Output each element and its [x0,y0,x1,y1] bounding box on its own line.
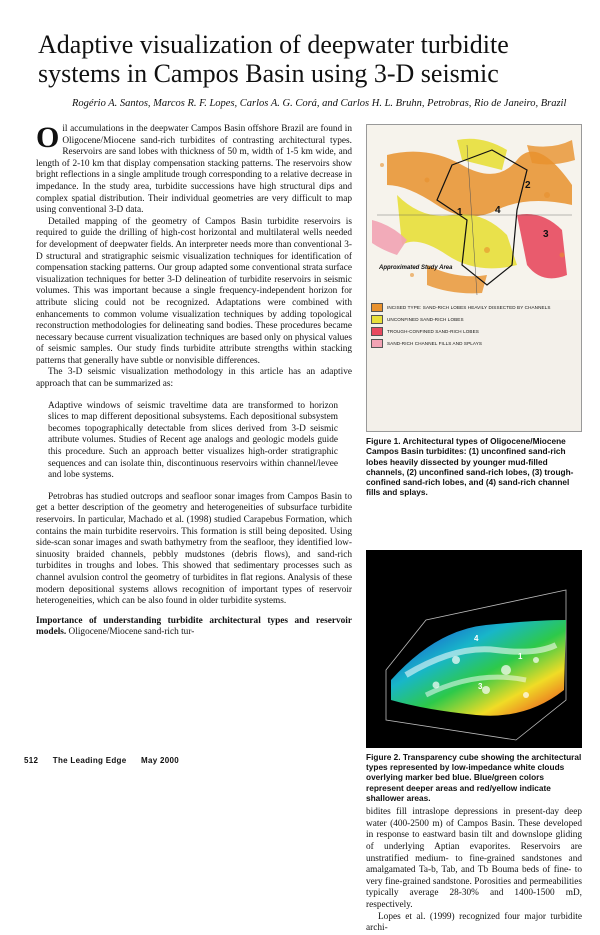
drop-cap: O [36,121,60,154]
page-footer [24,756,191,765]
legend-swatch-2 [371,315,383,324]
legend-label-4: SAND-RICH CHANNEL FILLS AND SPLAYS [387,340,483,346]
page-number: 512 [24,756,39,765]
section-paragraph-text: Oligocene/Miocene sand-rich tur- [66,627,195,638]
figure-1-caption: Figure 1. Architectural types of Oligocene/Miocene Campos Basin turbidites: (1) unconfined sand-rich lobes heavily dissected by younger mud-filled channels, (2) unconfined sand-rich lobes, (3) trough-confined sand-rich lobes, and (4) sand-rich channel fills and splays. [366,436,574,498]
legend-label-1: INCISED TYPE: SAND-RICH LOBES HEAVILY DISSECTED BY CHANNELS [387,304,551,310]
map-tag-2-top: 2 [525,180,531,191]
author-line: Rogério A. Santos, Marcos R. F. Lopes, Carlos A. G. Corá, and Carlos H. L. Bruhn, Petrobras, Rio de Janeiro, Brazil [72,98,567,109]
figure-2-caption: Figure 2. Transparency cube showing the architectural types represented by low-impedance white clouds overlying marker bed blue. Blue/green colors represent deeper areas and red/yellow indicate shallower areas. [366,751,582,803]
cube-tag-1: 1 [518,651,523,661]
article-title: Adaptive visualization of deepwater turbidite systems in Campos Basin using 3-D seismic [38,30,509,88]
right-column-text [366,807,582,935]
intro-paragraph [36,121,352,217]
legend-label-3: TROUGH-CONFINED SAND-RICH LOBES [387,328,479,334]
right-paragraph-1: bidites fill intraslope depressions in present-day deep water (400-2500 m) of Campos Basin. These developed in response to eastward basin tilt and downslope gliding of underlying Aptian evaporites. Reservoirs are unstratified medium- to fine-grained sandstones and amalgamated Ta-b, Tab, and Tb Bouma beds of fine- to very fine-grained sandstone. Porosities and permeabilities typically average 28-30% and 1400-1500 mD, respectively. [366,807,582,911]
section-heading: Importance of understanding turbidite architectural types and reservoir models. [36,615,352,638]
legend-swatch-4 [371,339,383,348]
legend-row-1 [371,303,577,312]
figure-1-legend [371,303,577,351]
legend-row-3 [371,327,577,336]
legend-row-4 [371,339,577,348]
map-tag-1: 1 [457,207,463,218]
section-heading-paragraph [36,616,352,639]
map-tag-3: 3 [543,229,549,240]
study-area-label: Approximated Study Area [379,265,453,271]
journal-name: The Leading Edge [52,756,127,765]
issue-date: May 2000 [141,756,179,765]
transparency-cube-graphic [366,550,582,748]
map-tag-4: 4 [495,205,501,216]
body-paragraph-3: The 3-D seismic visualization methodology in this article has an adaptive approach that can be summarized as: [36,367,352,390]
methodology-summary: Adaptive windows of seismic traveltime data are transformed to horizon slices to map different depositional subsystems. Each depositional subsystem becomes topographically detectable from slices derived from 3-D seismic attribute volumes. Studies of Recent age analogs and geologic models guide this procedure. Such an approach better visualizes high-order stratigraphic sequences and can isolate thin, discontinuous reservoirs within channel/levee and lobe systems. [48,400,338,481]
figure-1-map [366,124,582,432]
turbidite-map-graphic [367,125,581,300]
right-paragraph-2: Lopes et al. (1999) recognized four major turbidite archi- [366,911,582,934]
left-column [36,121,352,639]
cube-tag-4: 4 [474,633,479,643]
legend-swatch-1 [371,303,383,312]
body-paragraph-4: Petrobras has studied outcrops and seafloor sonar images from Campos Basin to get a better description of the geometry and heterogeneities of subsurface turbidite reservoirs. In particular, Machado et al. (1998) studied Carapebus Formation, which contains the main turbidite reservoirs. This formation is still being deposited. Using side-scan sonar images and swath bathymetry from the seafloor, they identified low-sinuosity braided channels, pebbly mudstones (debris flows), and sand-rich turbidites in troughs and lobes. This showed that sedimentary processes such as channel avulsion control the geometry of turbidites in flat regions. Analysis of these modern depositional systems allows recognition of important types of reservoir heterogeneities, which can be also found in older turbidite systems. [36,491,352,607]
legend-label-2: UNCONFINED SAND-RICH LOBES [387,316,464,322]
legend-row-2 [371,315,577,324]
intro-text: il accumulations in the deepwater Campos Basin offshore Brazil are found in Oligocene/Miocene sand-rich turbidites of contrasting architectural types. Reservoirs are sand lobes with thickness of 50 m, width of 1-5 km wide, and length of 2-10 km that display compensation stacking patterns. The reservoirs show bright reflections in a single amplitude trough corresponding to a relative decrease in impedance. In the study area, turbidite successions have high structural dips and complex spatial distribution. Their individual geometries are very difficult to map using conventional 3-D data. [36,124,352,216]
cube-tag-3: 3 [478,681,483,691]
figure-2-cube [366,550,582,748]
legend-swatch-3 [371,327,383,336]
body-paragraph-2: Detailed mapping of the geometry of Campos Basin turbidite reservoirs is required to guide the drilling of high-cost horizontal and multilateral wells needed for development of deepwater fields. An interpreter needs more than conventional 3-D structural and stratigraphic seismic visualization techniques for identification of compensation stacking patterns. Our group adapted some conventional strata surface visualization techniques for better 3-D delineation of turbidite reservoirs in seismic volumes. This was important because a single frequency-independent horizon for attribute slicing could not be recognized. Adaptations were combined with enhancements to common volume visualization techniques by adding topological reconstruction methodologies for delineating sand bodies. These procedures became necessary because current visualization techniques are based only on physical values of seismic samples. Our study finds turbidite attribute strengths within stacking patterns that generally have subtle or nonvisible differences. [36,216,352,366]
right-column [366,124,582,935]
